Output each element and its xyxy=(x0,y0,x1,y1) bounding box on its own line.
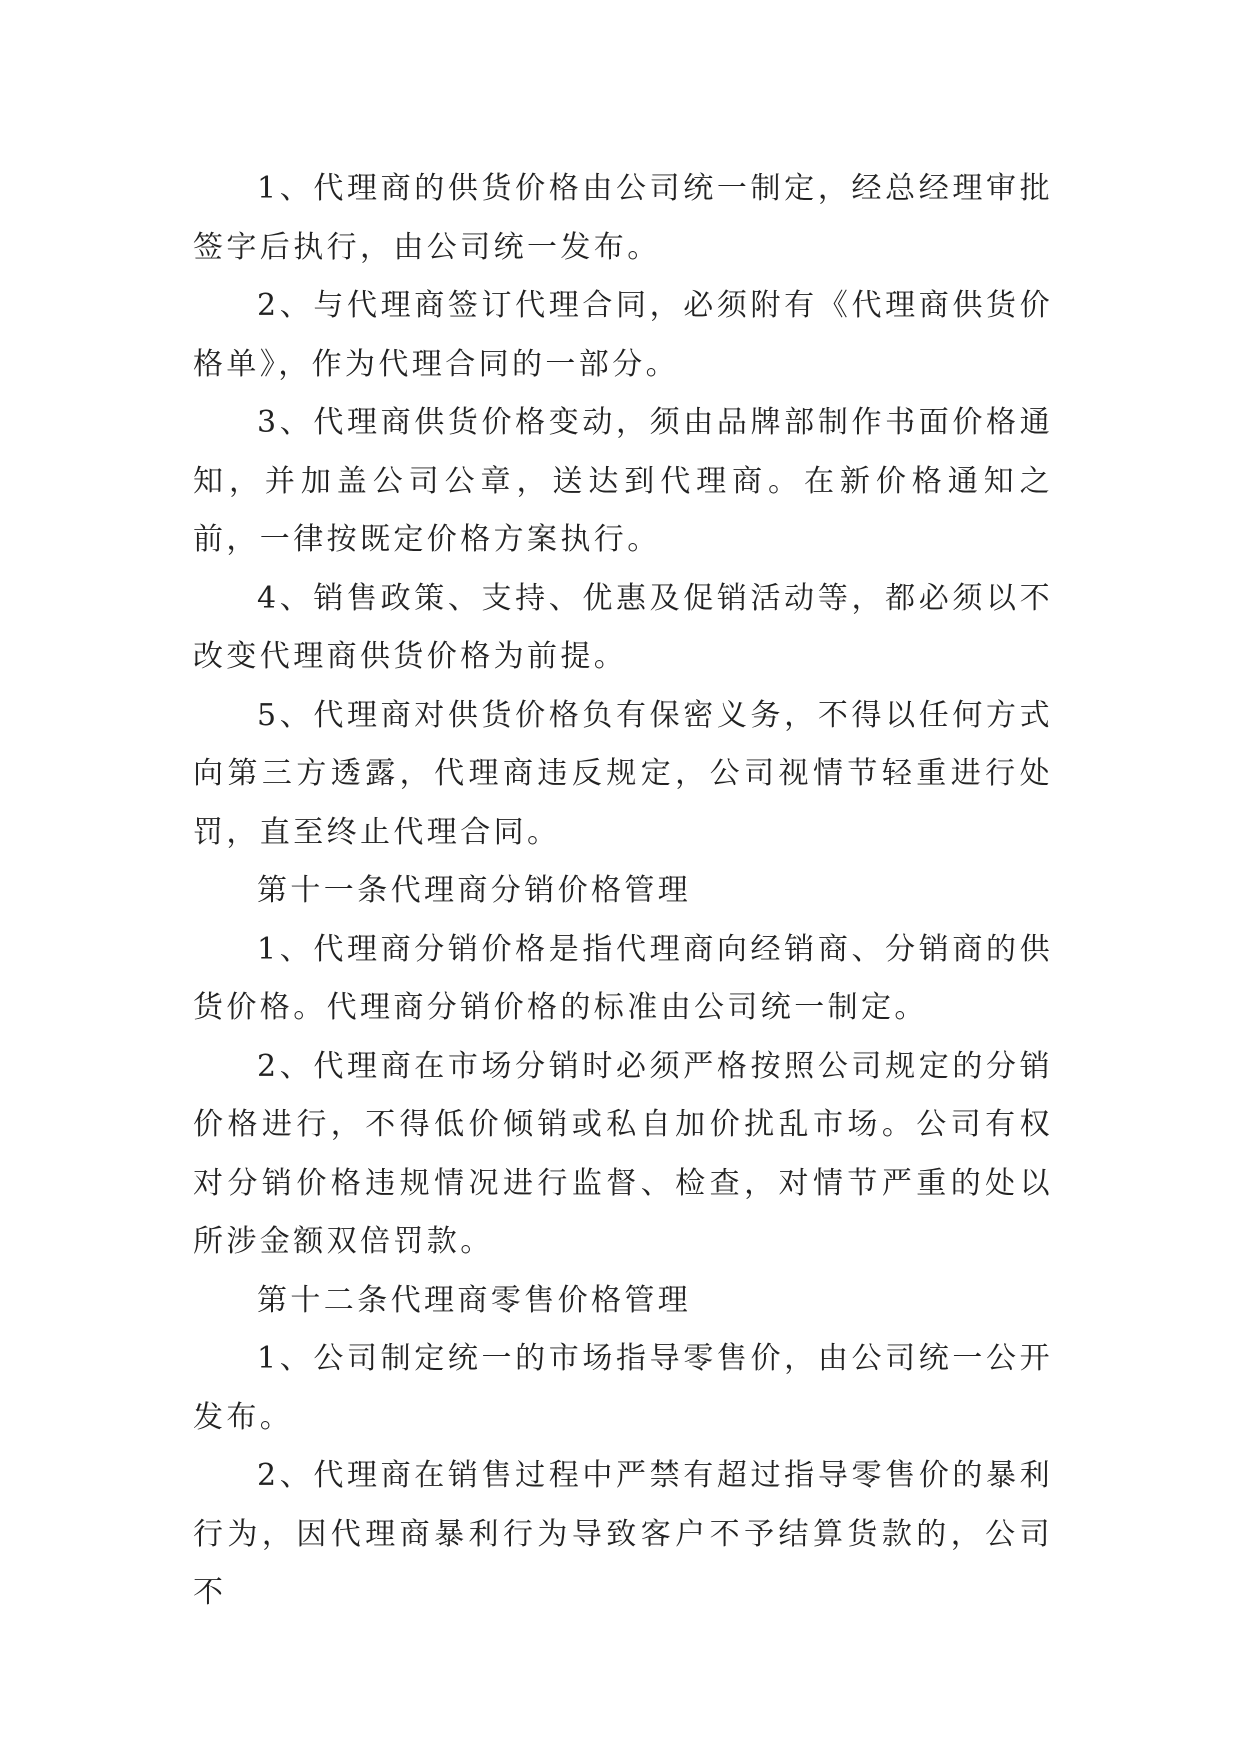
paragraph-distribution-price-1: 1、代理商分销价格是指代理商向经销商、分销商的供货价格。代理商分销价格的标准由公司统一制定。 xyxy=(193,931,1053,1025)
paragraph-supply-price-3: 3、代理商供货价格变动，须由品牌部制作书面价格通知，并加盖公司公章，送达到代理商。在新价格通知之前，一律按既定价格方案执行。 xyxy=(193,405,1053,557)
paragraph-retail-price-2: 2、代理商在销售过程中严禁有超过指导零售价的暴利行为，因代理商暴利行为导致客户不予结算货款的，公司不 xyxy=(193,1458,1053,1610)
section-heading-article-12: 第十二条代理商零售价格管理 xyxy=(257,1282,692,1318)
paragraph-distribution-price-2: 2、代理商在市场分销时必须严格按照公司规定的分销价格进行，不得低价倾销或私自加价扰乱市场。公司有权对分销价格违规情况进行监督、检查，对情节严重的处以所涉金额双倍罚款。 xyxy=(193,1048,1053,1259)
section-heading-article-11: 第十一条代理商分销价格管理 xyxy=(257,873,692,908)
paragraph-supply-price-2: 2、与代理商签订代理合同，必须附有《代理商供货价格单》，作为代理合同的一部分。 xyxy=(193,288,1053,382)
paragraph-supply-price-4: 4、销售政策、支持、优惠及促销活动等，都必须以不改变代理商供货价格为前提。 xyxy=(193,580,1053,674)
paragraph-supply-price-1: 1、代理商的供货价格由公司统一制定，经总经理审批签字后执行，由公司统一发布。 xyxy=(193,171,1053,265)
document-page xyxy=(193,160,1053,1623)
paragraph-retail-price-1: 1、公司制定统一的市场指导零售价，由公司统一公开发布。 xyxy=(193,1341,1053,1435)
paragraph-supply-price-5: 5、代理商对供货价格负有保密义务，不得以任何方式向第三方透露，代理商违反规定，公司视情节轻重进行处罚，直至终止代理合同。 xyxy=(193,697,1053,850)
